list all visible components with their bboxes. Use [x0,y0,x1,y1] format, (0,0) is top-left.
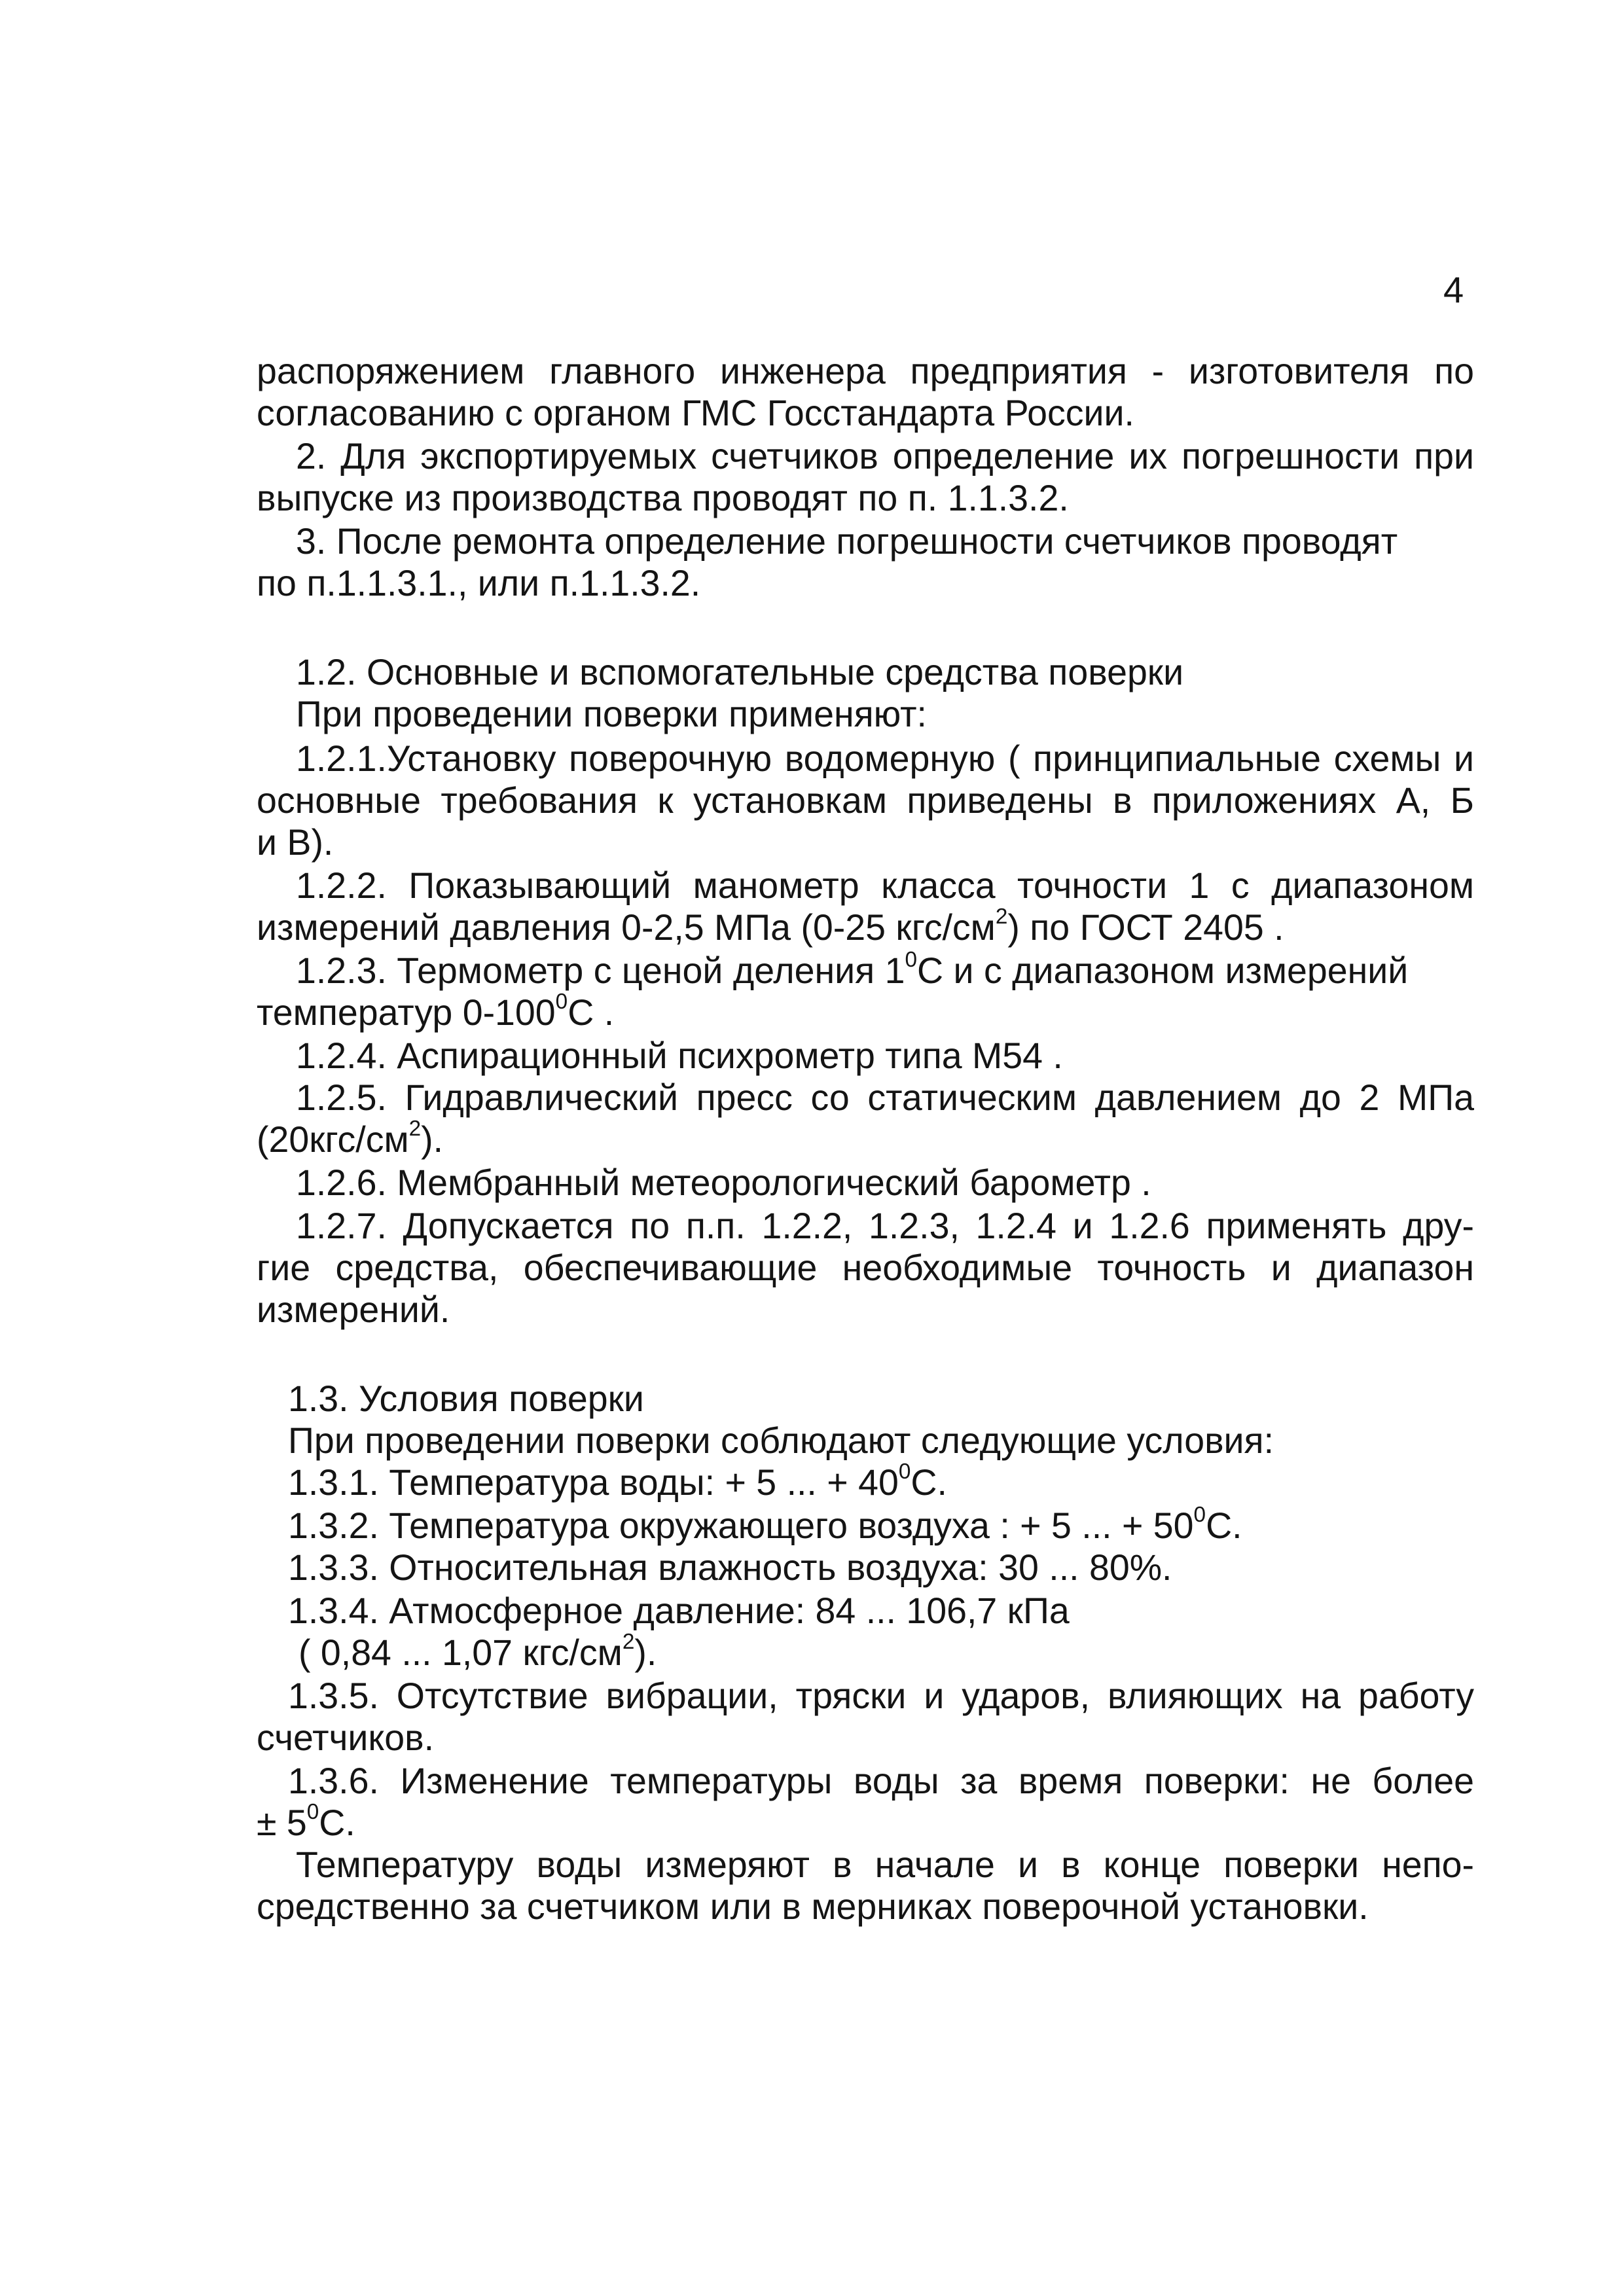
text-line: 1.2.7. Допускается по п.п. 1.2.2, 1.2.3, 1.2.4 и 1.2.6 применять дру- [296,1206,1474,1246]
text-line: 1.2.3. Термометр с ценой деления $1^0С$ и с диапазоном измерений [296,948,1409,991]
text-line: 1.2.4. Аспирационный психрометр типа М54 . [296,1035,1063,1076]
text-line: температур $0-100^0С$ . [257,990,615,1033]
text-line: ± $5^0С$. [257,1800,355,1843]
text-line: 1.3.2. Температура окружающего воздуха : + 5 ... + $50^0С$. [288,1503,1242,1546]
page-number: 4 [1443,269,1464,310]
text-line: 1.3.5. Отсутствие вибрации, тряски и ударов, влияющих на работу [288,1676,1474,1716]
text-line: 1.2.1.Установку поверочную водомерную ( принципиальные схемы и [296,738,1474,779]
text-line: измерений давления 0-2,5 МПа (0-25 кгс/$см^2$) по ГОСТ 2405 . [257,905,1284,948]
text-line: 1.3.6. Изменение температуры воды за время поверки: не более [288,1761,1474,1801]
text-line: Температуру воды измеряют в начале и в конце поверки непо- [296,1844,1474,1885]
text-line: 1.2.6. Мембранный метеорологический барометр . [296,1162,1151,1203]
text-line: 2. Для экспортируемых счетчиков определение их погрешности при [296,436,1474,476]
text-line: 1.3.3. Относительная влажность воздуха: 30 ... 80%. [288,1547,1172,1588]
text-line: и В). [257,822,334,863]
text-line: распоряжением главного инженера предприятия - изготовителя по [257,351,1474,391]
text-line: При проведении поверки применяют: [296,694,927,734]
text-line: средственно за счетчиком или в мерниках поверочной установки. [257,1886,1369,1927]
text-line: согласованию с органом ГМС Госстандарта России. [257,393,1134,433]
text-line: счетчиков. [257,1717,435,1758]
text-line: 1.2.2. Показывающий манометр класса точности 1 с диапазоном [296,865,1474,906]
text-line: по п.1.1.3.1., или п.1.1.3.2. [257,563,701,603]
text-line: 1.3.4. Атмосферное давление: 84 ... 106,7 кПа [288,1590,1070,1631]
text-line: 1.3.1. Температура воды: + 5 ... + $40^0С$. [288,1460,947,1503]
text-line: измерений. [257,1289,450,1330]
text-line: $(20кгс/см^2)$. [257,1117,444,1160]
section-heading: 1.2. Основные и вспомогательные средства поверки [296,652,1184,692]
text-line: ( 0,84 ... 1,07 кгс/$см^2$). [298,1630,657,1673]
text-line: 3. После ремонта определение погрешности счетчиков проводят [296,521,1398,562]
text-line: выпуске из производства проводят по п. 1.1.3.2. [257,478,1069,518]
text-line: гие средства, обеспечивающие необходимые точность и диапазон [257,1247,1474,1288]
text-line: При проведении поверки соблюдают следующие условия: [288,1420,1274,1461]
text-line: 1.2.5. Гидравлический пресс со статическим давлением до 2 МПа [296,1077,1474,1118]
section-heading: 1.3. Условия поверки [288,1378,644,1419]
text-line: основные требования к установкам приведены в приложениях А, Б [257,780,1474,821]
